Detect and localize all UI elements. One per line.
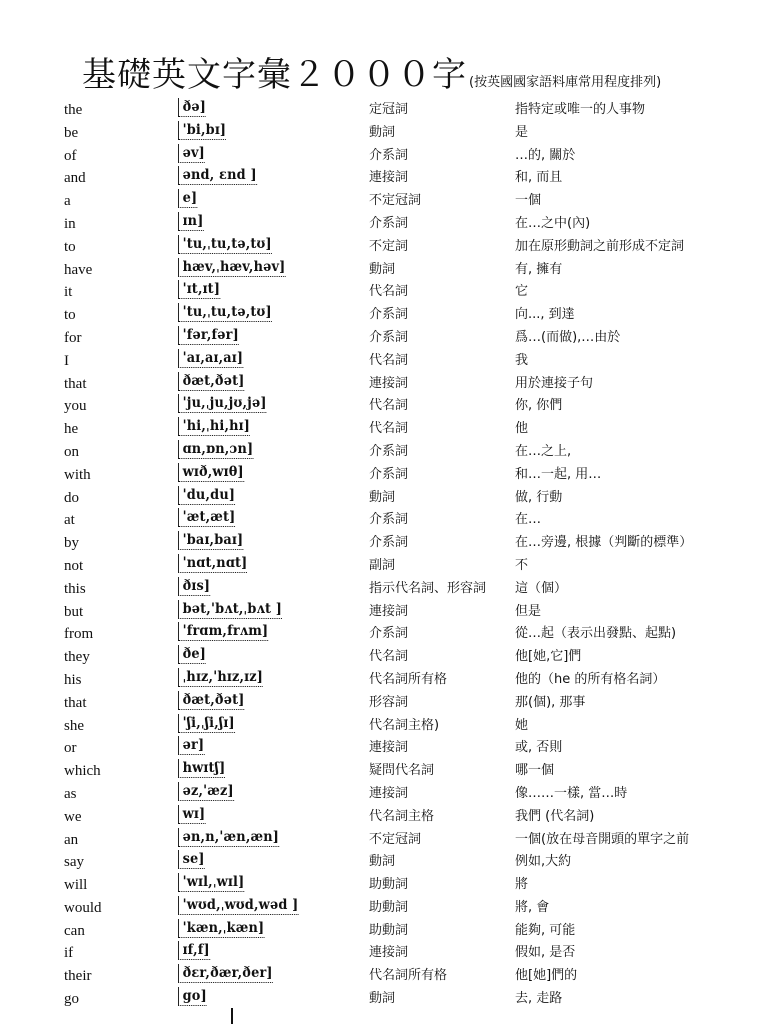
phonetic: 'bi,bɪ] xyxy=(178,121,226,140)
phonetic: hæv,ˌhæv,həv] xyxy=(178,258,285,277)
english-word: they xyxy=(64,649,90,666)
part-of-speech: 連接詞 xyxy=(369,785,409,801)
part-of-speech: 連接詞 xyxy=(369,945,409,961)
chinese-meaning: 他[她,它]們 xyxy=(515,649,582,665)
word-row xyxy=(0,736,768,759)
part-of-speech: 動詞 xyxy=(369,854,396,870)
word-row xyxy=(0,486,768,509)
chinese-meaning: 和…一起, 用… xyxy=(515,466,602,482)
chinese-meaning: 去, 走路 xyxy=(515,991,563,1007)
english-word: will xyxy=(64,877,88,894)
english-word: would xyxy=(64,899,102,916)
phonetic: ɑn,ɒn,ɔn] xyxy=(178,440,253,459)
phonetic: ðɛr,ðær,ðer] xyxy=(178,964,273,983)
phonetic: hwɪtʃ] xyxy=(178,759,225,778)
word-row xyxy=(0,280,768,303)
english-word: she xyxy=(64,717,84,734)
part-of-speech: 連接詞 xyxy=(369,375,409,391)
phonetic: ðe] xyxy=(178,645,206,664)
part-of-speech: 代名詞 xyxy=(369,421,409,437)
part-of-speech: 助動詞 xyxy=(369,922,409,938)
chinese-meaning: 他[她]們的 xyxy=(515,968,578,984)
part-of-speech: 代名詞主格) xyxy=(369,717,440,733)
english-word: do xyxy=(64,489,79,506)
phonetic: ɪn] xyxy=(178,212,204,231)
english-word: an xyxy=(64,831,79,848)
word-row xyxy=(0,212,768,235)
english-word: or xyxy=(64,740,77,757)
english-word: their xyxy=(64,968,92,985)
phonetic: ˌhɪz,'hɪz,ɪz] xyxy=(178,668,263,687)
english-word: if xyxy=(64,945,74,962)
part-of-speech: 代名詞 xyxy=(369,649,409,665)
chinese-meaning: 不 xyxy=(515,557,529,573)
english-word: this xyxy=(64,580,86,597)
word-row xyxy=(0,714,768,737)
chinese-meaning: 他的（he 的所有格名詞） xyxy=(515,671,666,687)
phonetic: 'ʃi,ˌʃi,ʃɪ] xyxy=(178,714,235,733)
phonetic: 'ɪt,ɪt] xyxy=(178,280,220,299)
phonetic: 'tu,ˌtu,tə,tʊ] xyxy=(178,235,272,254)
word-row xyxy=(0,873,768,896)
english-word: of xyxy=(64,147,77,164)
english-word: as xyxy=(64,785,77,802)
word-row xyxy=(0,166,768,189)
english-word: say xyxy=(64,854,84,871)
part-of-speech: 不定詞 xyxy=(369,238,409,254)
chinese-meaning: 但是 xyxy=(515,603,542,619)
english-word: by xyxy=(64,535,79,552)
chinese-meaning: 和, 而且 xyxy=(515,170,563,186)
phonetic: ən,n,'æn,æn] xyxy=(178,828,279,847)
chinese-meaning: 在… xyxy=(515,512,542,528)
chinese-meaning: 能夠, 可能 xyxy=(515,922,576,938)
chinese-meaning: 有, 擁有 xyxy=(515,261,563,277)
english-word: that xyxy=(64,375,87,392)
phonetic: ðə] xyxy=(178,98,206,117)
word-row xyxy=(0,303,768,326)
phonetic: 'ju,ˌju,jʊ,jə] xyxy=(178,394,267,413)
word-row xyxy=(0,98,768,121)
english-word: it xyxy=(64,284,73,301)
part-of-speech: 不定冠詞 xyxy=(369,193,422,209)
word-row xyxy=(0,941,768,964)
part-of-speech: 指示代名詞、形容詞 xyxy=(369,580,487,596)
title-main: 基礎英文字彙２０００字 xyxy=(82,55,467,95)
chinese-meaning: 從…起（表示出發點、起點) xyxy=(515,626,677,642)
phonetic: ðæt,ðət] xyxy=(178,691,244,710)
english-word: that xyxy=(64,694,87,711)
chinese-meaning: 將, 會 xyxy=(515,899,550,915)
english-word: to xyxy=(64,307,76,324)
chinese-meaning: 爲…(而做),…由於 xyxy=(515,329,621,345)
english-word: from xyxy=(64,626,94,643)
english-word: and xyxy=(64,170,86,187)
word-row xyxy=(0,121,768,144)
part-of-speech: 形容詞 xyxy=(369,694,409,710)
chinese-meaning: 將 xyxy=(515,877,529,893)
phonetic: əv] xyxy=(178,144,205,163)
part-of-speech: 定冠詞 xyxy=(369,102,409,117)
part-of-speech: 副詞 xyxy=(369,557,396,573)
word-row xyxy=(0,258,768,281)
part-of-speech: 代名詞所有格 xyxy=(369,671,448,687)
part-of-speech: 動詞 xyxy=(369,991,396,1007)
word-row xyxy=(0,600,768,623)
chinese-meaning: 一個 xyxy=(515,193,542,209)
phonetic: wɪ] xyxy=(178,805,205,824)
phonetic: 'aɪ,aɪ,aɪ] xyxy=(178,349,243,368)
chinese-meaning: 在…旁邊, 根據（判斷的標準） xyxy=(515,535,693,551)
chinese-meaning: 向..., 到達 xyxy=(515,307,575,323)
word-row xyxy=(0,645,768,668)
chinese-meaning: …的, 關於 xyxy=(515,147,576,163)
english-word: you xyxy=(64,398,87,415)
phonetic: e] xyxy=(178,189,197,208)
part-of-speech: 介系詞 xyxy=(369,147,409,163)
phonetic: 'wɪl,ˌwɪl] xyxy=(178,873,244,892)
english-word: on xyxy=(64,443,79,460)
english-word: to xyxy=(64,238,76,255)
phonetic: əz,'æz] xyxy=(178,782,234,801)
english-word: I xyxy=(64,352,69,369)
part-of-speech: 代名詞主格 xyxy=(369,808,435,824)
phonetic: 'tu,ˌtu,tə,tʊ] xyxy=(178,303,272,322)
chinese-meaning: 在…之中(內) xyxy=(515,215,591,231)
phonetic: se] xyxy=(178,850,205,869)
chinese-meaning: 他 xyxy=(515,421,529,437)
english-word: go xyxy=(64,991,79,1008)
chinese-meaning: 用於連接子句 xyxy=(515,375,594,391)
word-row xyxy=(0,440,768,463)
word-row xyxy=(0,828,768,851)
word-row xyxy=(0,508,768,531)
chinese-meaning: 例如,大約 xyxy=(515,854,572,870)
word-row xyxy=(0,850,768,873)
part-of-speech: 代名詞 xyxy=(369,352,409,368)
part-of-speech: 疑問代名詞 xyxy=(369,763,435,779)
english-word: be xyxy=(64,124,79,141)
word-row xyxy=(0,964,768,987)
part-of-speech: 連接詞 xyxy=(369,740,409,756)
title-subtitle: (按英國國家語料庫常用程度排列) xyxy=(469,75,662,90)
chinese-meaning: 在…之上, xyxy=(515,443,572,459)
word-row xyxy=(0,372,768,395)
chinese-meaning: 像……一樣, 當…時 xyxy=(515,785,628,801)
chinese-meaning: 那(個), 那事 xyxy=(515,694,586,710)
part-of-speech: 介系詞 xyxy=(369,307,409,323)
word-row xyxy=(0,326,768,349)
word-row xyxy=(0,987,768,1010)
page-title xyxy=(82,55,662,95)
word-row xyxy=(0,691,768,714)
chinese-meaning: 我 xyxy=(515,352,529,368)
english-word: in xyxy=(64,215,76,232)
part-of-speech: 動詞 xyxy=(369,124,396,140)
phonetic: ənd, ɛnd ] xyxy=(178,166,257,185)
part-of-speech: 連接詞 xyxy=(369,170,409,186)
part-of-speech: 代名詞 xyxy=(369,284,409,300)
part-of-speech: 介系詞 xyxy=(369,626,409,642)
part-of-speech: 介系詞 xyxy=(369,535,409,551)
english-word: have xyxy=(64,261,93,278)
phonetic: 'du,du] xyxy=(178,486,235,505)
english-word: he xyxy=(64,421,79,438)
chinese-meaning: 這（個） xyxy=(515,580,568,596)
chinese-meaning: 做, 行動 xyxy=(515,489,563,505)
phonetic: 'æt,æt] xyxy=(178,508,235,527)
chinese-meaning: 它 xyxy=(515,284,529,300)
chinese-meaning: 她 xyxy=(515,717,529,733)
english-word: which xyxy=(64,763,101,780)
phonetic: 'hi,ˌhi,hɪ] xyxy=(178,417,250,436)
word-row xyxy=(0,531,768,554)
phonetic: 'baɪ,baɪ] xyxy=(178,531,243,550)
word-row xyxy=(0,668,768,691)
phonetic: ɪf,f] xyxy=(178,941,210,960)
word-row xyxy=(0,919,768,942)
phonetic: 'kæn,ˌkæn] xyxy=(178,919,264,938)
part-of-speech: 介系詞 xyxy=(369,512,409,528)
word-row xyxy=(0,782,768,805)
english-word: with xyxy=(64,466,91,483)
word-row xyxy=(0,463,768,486)
part-of-speech: 介系詞 xyxy=(369,443,409,459)
english-word: a xyxy=(64,193,71,210)
word-row xyxy=(0,554,768,577)
part-of-speech: 代名詞 xyxy=(369,398,409,414)
english-word: the xyxy=(64,102,83,118)
word-row xyxy=(0,577,768,600)
page-edge-mark xyxy=(231,1008,233,1024)
word-list xyxy=(0,98,768,1010)
english-word: not xyxy=(64,557,84,574)
part-of-speech: 連接詞 xyxy=(369,603,409,619)
word-row xyxy=(0,144,768,167)
phonetic: ðæt,ðət] xyxy=(178,372,244,391)
phonetic: go] xyxy=(178,987,207,1006)
english-word: we xyxy=(64,808,82,825)
phonetic: 'fər,fər] xyxy=(178,326,239,345)
word-row xyxy=(0,394,768,417)
part-of-speech: 代名詞所有格 xyxy=(369,968,448,984)
chinese-meaning: 你, 你們 xyxy=(515,398,563,414)
phonetic: ðɪs] xyxy=(178,577,210,596)
word-row xyxy=(0,189,768,212)
english-word: can xyxy=(64,922,85,939)
part-of-speech: 助動詞 xyxy=(369,899,409,915)
phonetic: wɪð,wɪθ] xyxy=(178,463,244,482)
part-of-speech: 動詞 xyxy=(369,489,396,505)
word-row xyxy=(0,896,768,919)
part-of-speech: 介系詞 xyxy=(369,466,409,482)
part-of-speech: 介系詞 xyxy=(369,215,409,231)
word-row xyxy=(0,349,768,372)
chinese-meaning: 或, 否則 xyxy=(515,740,563,756)
english-word: his xyxy=(64,671,82,688)
phonetic: 'wʊd,ˌwʊd,wəd ] xyxy=(178,896,298,915)
word-row xyxy=(0,622,768,645)
word-row xyxy=(0,759,768,782)
chinese-meaning: 一個(放在母音開頭的單字之前 xyxy=(515,831,690,847)
chinese-meaning: 是 xyxy=(515,124,529,140)
english-word: for xyxy=(64,329,82,346)
word-row xyxy=(0,417,768,440)
phonetic: bət,'bʌt,ˌbʌt ] xyxy=(178,600,282,619)
word-row xyxy=(0,805,768,828)
phonetic: 'nɑt,nɑt] xyxy=(178,554,247,573)
chinese-meaning: 假如, 是否 xyxy=(515,945,576,961)
chinese-meaning: 指特定或唯一的人事物 xyxy=(515,102,646,117)
part-of-speech: 助動詞 xyxy=(369,877,409,893)
chinese-meaning: 哪一個 xyxy=(515,763,555,779)
phonetic: 'frɑm,frʌm] xyxy=(178,622,268,641)
part-of-speech: 介系詞 xyxy=(369,329,409,345)
phonetic: ər] xyxy=(178,736,204,755)
chinese-meaning: 加在原形動詞之前形成不定詞 xyxy=(515,238,685,254)
part-of-speech: 動詞 xyxy=(369,261,396,277)
part-of-speech: 不定冠詞 xyxy=(369,831,422,847)
word-row xyxy=(0,235,768,258)
english-word: but xyxy=(64,603,84,620)
chinese-meaning: 我們 (代名詞) xyxy=(515,808,595,824)
english-word: at xyxy=(64,512,75,529)
